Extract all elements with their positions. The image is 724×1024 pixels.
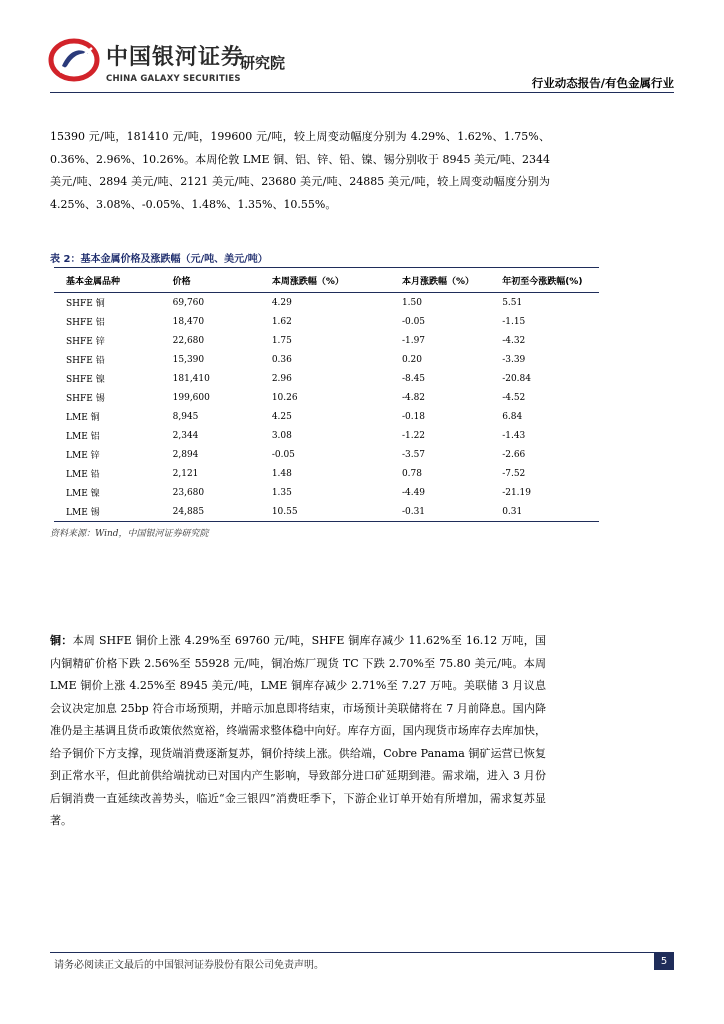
table-cell: 2,344: [172, 430, 199, 441]
table-cell: -1.43: [502, 430, 526, 441]
table-header-row: [54, 268, 599, 293]
table-cell: -4.52: [502, 392, 526, 403]
table-row: [54, 350, 599, 369]
metals-price-table: [54, 267, 599, 522]
table-cell: 0.78: [401, 468, 422, 479]
table-cell: -3.57: [401, 449, 426, 460]
table-cell: LME 锡: [54, 502, 161, 522]
table-cell: 1.50: [401, 297, 422, 308]
table-row: [54, 388, 599, 407]
table-cell: 0.36: [271, 354, 292, 365]
table-cell: 1.35: [271, 487, 292, 498]
table-cell: -4.82: [401, 392, 426, 403]
body-paragraph-1: 15390 元/吨，181410 元/吨，199600 元/吨，较上周变动幅度分别为 4.29%、1.62%、1.75%、0.36%、2.96%、10.26%。本周伦敦 LME 铜、铝、锌、铅、镍、锡分别收于 8945 美元/吨、2344 美元/吨、2894 美元/吨、2121 美元/吨、23680 美元/吨、24885 美元/吨，较上周变动幅度分别为 4.25%、3.08%、-0.05%、1.48%、1.35%、10.55%。: [50, 130, 550, 211]
table-row: [54, 445, 599, 464]
table-cell: 6.84: [502, 411, 523, 422]
table-row: [54, 426, 599, 445]
table-cell: LME 镍: [66, 489, 100, 499]
report-type: 行业动态报告/有色金属行业: [531, 76, 674, 90]
table-cell: 5.51: [502, 297, 523, 308]
table-cell: 199,600: [172, 392, 210, 403]
page-number: 5: [654, 953, 674, 970]
table-row: [54, 331, 599, 350]
table-cell: -0.05: [271, 449, 295, 460]
table-cell: SHFE 镍: [66, 375, 105, 385]
table-cell: 3.08: [271, 430, 292, 441]
brand: [106, 40, 244, 84]
body-paragraph-copper: [50, 630, 546, 833]
column-header: 本周涨跌幅（%）: [260, 268, 390, 293]
header-divider: [50, 92, 674, 93]
table-cell: SHFE 铅: [66, 356, 105, 366]
galaxy-logo-icon: [48, 38, 100, 82]
column-header: 基本金属品种: [54, 268, 161, 293]
table-cell: -3.39: [502, 354, 526, 365]
table-cell: 24,885: [161, 502, 260, 522]
table-cell: LME 锌: [66, 451, 100, 461]
table-cell: 1.48: [271, 468, 292, 479]
table-cell: SHFE 锡: [66, 394, 105, 404]
table-cell: -20.84: [502, 373, 531, 384]
table-cell: 10.55: [260, 502, 390, 522]
table-cell: 2,121: [172, 468, 199, 479]
table-cell: -1.97: [401, 335, 426, 346]
table-row: [54, 407, 599, 426]
table-cell: SHFE 锌: [66, 337, 105, 347]
table-cell: 4.29: [271, 297, 292, 308]
table-cell: SHFE 铜: [66, 299, 105, 309]
table-row: [54, 312, 599, 331]
paragraph-text: 本周 SHFE 铜价上涨 4.29%至 69760 元/吨，SHFE 铜库存减少 11.62%至 16.12 万吨，国内铜精矿价格下跌 2.56%至 55928 元/吨，铜冶炼厂现货 TC 下跌 2.70%至 75.80 美元/吨。本周 LME 铜价上涨 4.25%至 8945 美元/吨，LME 铜库存减少 2.71%至 7.27 万吨。美联储 3 月议息会议决定加息 25bp 符合市场预期，并暗示加息即将结束，市场预计美联储将在 7 月前降息。国内降准仍是主基调且货币政策依然宽裕，终端需求整体稳中向好。库存方面，国内现货市场库存去库加快，给予铜价下方支撑，现货端消费逐渐复苏，铜价持续上涨。供给端，Cobre Panama 铜矿运营已恢复到正常水平，但此前供给端扰动已对国内产生影响，导致部分进口矿延期到港。需求端，进入 3 月份后铜消费一直延续改善势头，临近“金三银四”消费旺季下，下游企业订单开始有所增加，需求复苏显著。: [50, 634, 546, 827]
table-cell: LME 铝: [66, 432, 100, 442]
table-cell: -1.15: [502, 316, 526, 327]
table-cell: 10.26: [271, 392, 298, 403]
table-source-note: 资料来源：Wind，中国银河证券研究院: [50, 529, 209, 539]
table-cell: LME 铜: [66, 413, 100, 423]
brand-name-en: CHINA GALAXY SECURITIES: [106, 74, 241, 84]
table-row: [54, 483, 599, 502]
table-cell: 2,894: [172, 449, 199, 460]
table-row: [54, 293, 599, 313]
footer-divider: [50, 952, 674, 953]
table-cell: -0.18: [401, 411, 426, 422]
table-cell: 0.31: [490, 502, 599, 522]
column-header: 年初至今涨跌幅(%): [490, 268, 599, 293]
table-row: [54, 464, 599, 483]
institute-label: 研究院: [240, 54, 286, 72]
table-cell: 2.96: [271, 373, 292, 384]
table-cell: -8.45: [401, 373, 426, 384]
table-cell: SHFE 铝: [66, 318, 105, 328]
table-cell: -7.52: [502, 468, 526, 479]
table-cell: 0.20: [401, 354, 422, 365]
table-cell: 4.25: [271, 411, 292, 422]
table-cell: -2.66: [502, 449, 526, 460]
table-cell: LME 铅: [66, 470, 100, 480]
table-cell: 23,680: [172, 487, 205, 498]
table-cell: 1.62: [271, 316, 292, 327]
table-cell: 181,410: [172, 373, 210, 384]
brand-name-cn: 中国银河证券: [106, 45, 245, 70]
table-cell: 22,680: [172, 335, 205, 346]
table-cell: -4.32: [502, 335, 526, 346]
paragraph-lead: 铜：: [50, 634, 73, 647]
column-header: 价格: [161, 268, 260, 293]
table-cell: -1.22: [401, 430, 426, 441]
table-cell: 15,390: [172, 354, 205, 365]
table-cell: 69,760: [172, 297, 205, 308]
column-header: 本月涨跌幅（%）: [390, 268, 490, 293]
table-row: [54, 369, 599, 388]
table-cell: 1.75: [271, 335, 292, 346]
table-cell: -4.49: [401, 487, 426, 498]
footer-disclaimer: 请务必阅读正文最后的中国银河证券股份有限公司免责声明。: [54, 960, 324, 971]
table-cell: 18,470: [172, 316, 205, 327]
table-cell: -0.05: [401, 316, 426, 327]
table-cell: 8,945: [172, 411, 199, 422]
table-row: [54, 502, 599, 522]
table-cell: -21.19: [502, 487, 531, 498]
table-caption: 表 2：基本金属价格及涨跌幅（元/吨、美元/吨）: [50, 254, 268, 265]
table-cell: -0.31: [390, 502, 490, 522]
